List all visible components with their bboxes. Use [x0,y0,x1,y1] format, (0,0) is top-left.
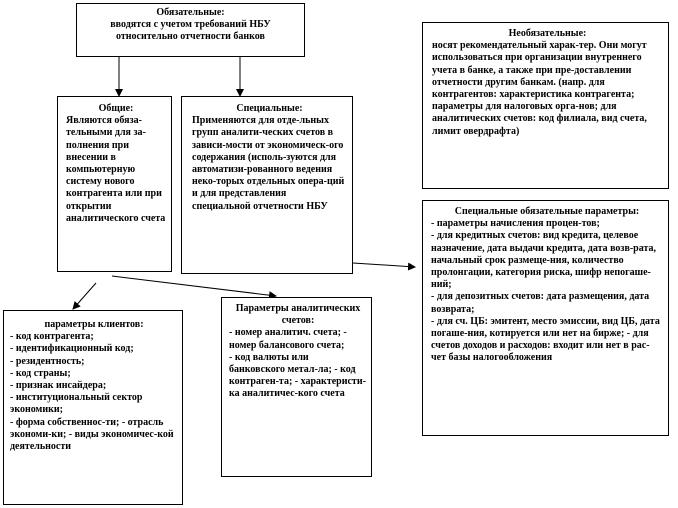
client-param-item: - институциональный сектор экономики; [10,392,143,416]
arrow-to-account-params [112,276,276,296]
client-params-box [3,310,183,505]
mandatory-title: Обязательные: [156,7,225,18]
special-mandatory-item: - для сч. ЦБ: эмитент, место эмиссии, вид ЦБ, дата погаше-ния, котируется или нет на бирже; - для счетов доходов и расходов: входит или нет в рас-чет базы налогообложения [431,315,660,364]
mandatory-box [76,3,305,57]
general-box [57,96,172,272]
special-box [181,96,353,274]
general-text: Являются обяза-тельными для за-полнения при внесении в компьютерную систему нового контрагента или при открытии аналитического счета [66,115,166,224]
account-param-item: - номер аналитич. счета; - номер балансового счета; [229,327,347,351]
special-mandatory-title: Специальные обязательные параметры: [454,206,640,217]
special-title: Специальные: [236,103,303,114]
arrow-to-client-params [73,283,96,309]
client-param-item: - форма собственнос-ти; - отрасль экономи-ки; - виды экономичес-кой деятельности [10,416,174,453]
optional-box [422,22,669,189]
optional-text: носят рекомендательный харак-тер. Они могут использоваться при организации внутреннего учета в банке, а также при пре-доставлении отчетности другим банкам. (напр. для контрагентов: характеристика контрагента; параметры для налоговых орга-нов; для аналитических счетов: код филиала, вид счета, лимит овердрафта) [432,40,647,137]
client-param-item: - признак инсайдера; [10,380,107,392]
arrow-to-special-mandatory [353,263,415,267]
special-mandatory-item: - для кредитных счетов: вид кредита, целевое назначение, дата выдачи кредита, дата возв-рата, начальный срок размеще-ния, количество пролонгации, категория риска, шифр непогаше-ний; [431,230,657,291]
client-param-item: - резидентность; [10,355,85,367]
special-text: Применяются для отде-льных групп аналити-ческих счетов в зависи-мости от экономическ-ого содержания (исполь-зуются для автоматизи-рованного ведения неко-торых отдельных опера-ций и для представления специальной отчетности НБУ [192,115,345,212]
client-params-title: параметры клиентов: [44,319,144,330]
optional-title: Необязательные: [508,28,587,39]
client-param-item: - код страны; [10,367,71,379]
general-title: Общие: [98,103,134,114]
special-mandatory-item: - для депозитных счетов: дата размещения, дата возврата; [431,291,650,315]
mandatory-text: вводятся с учетом требований НБУ относительно отчетности банков [110,19,271,43]
account-params-title: Параметры аналитических счетов: [235,303,361,327]
account-params-box [221,297,372,477]
client-param-item: - идентификационный код; [10,343,134,355]
client-param-item: - код контрагента; [10,331,94,343]
special-mandatory-item: - параметры начисления процен-тов; [431,218,600,230]
account-param-item: - код валюты или банковского метал-ла; - код контраген-та; - характеристи-ка аналитичес-кого счета [229,351,366,400]
special-mandatory-box [422,200,669,436]
